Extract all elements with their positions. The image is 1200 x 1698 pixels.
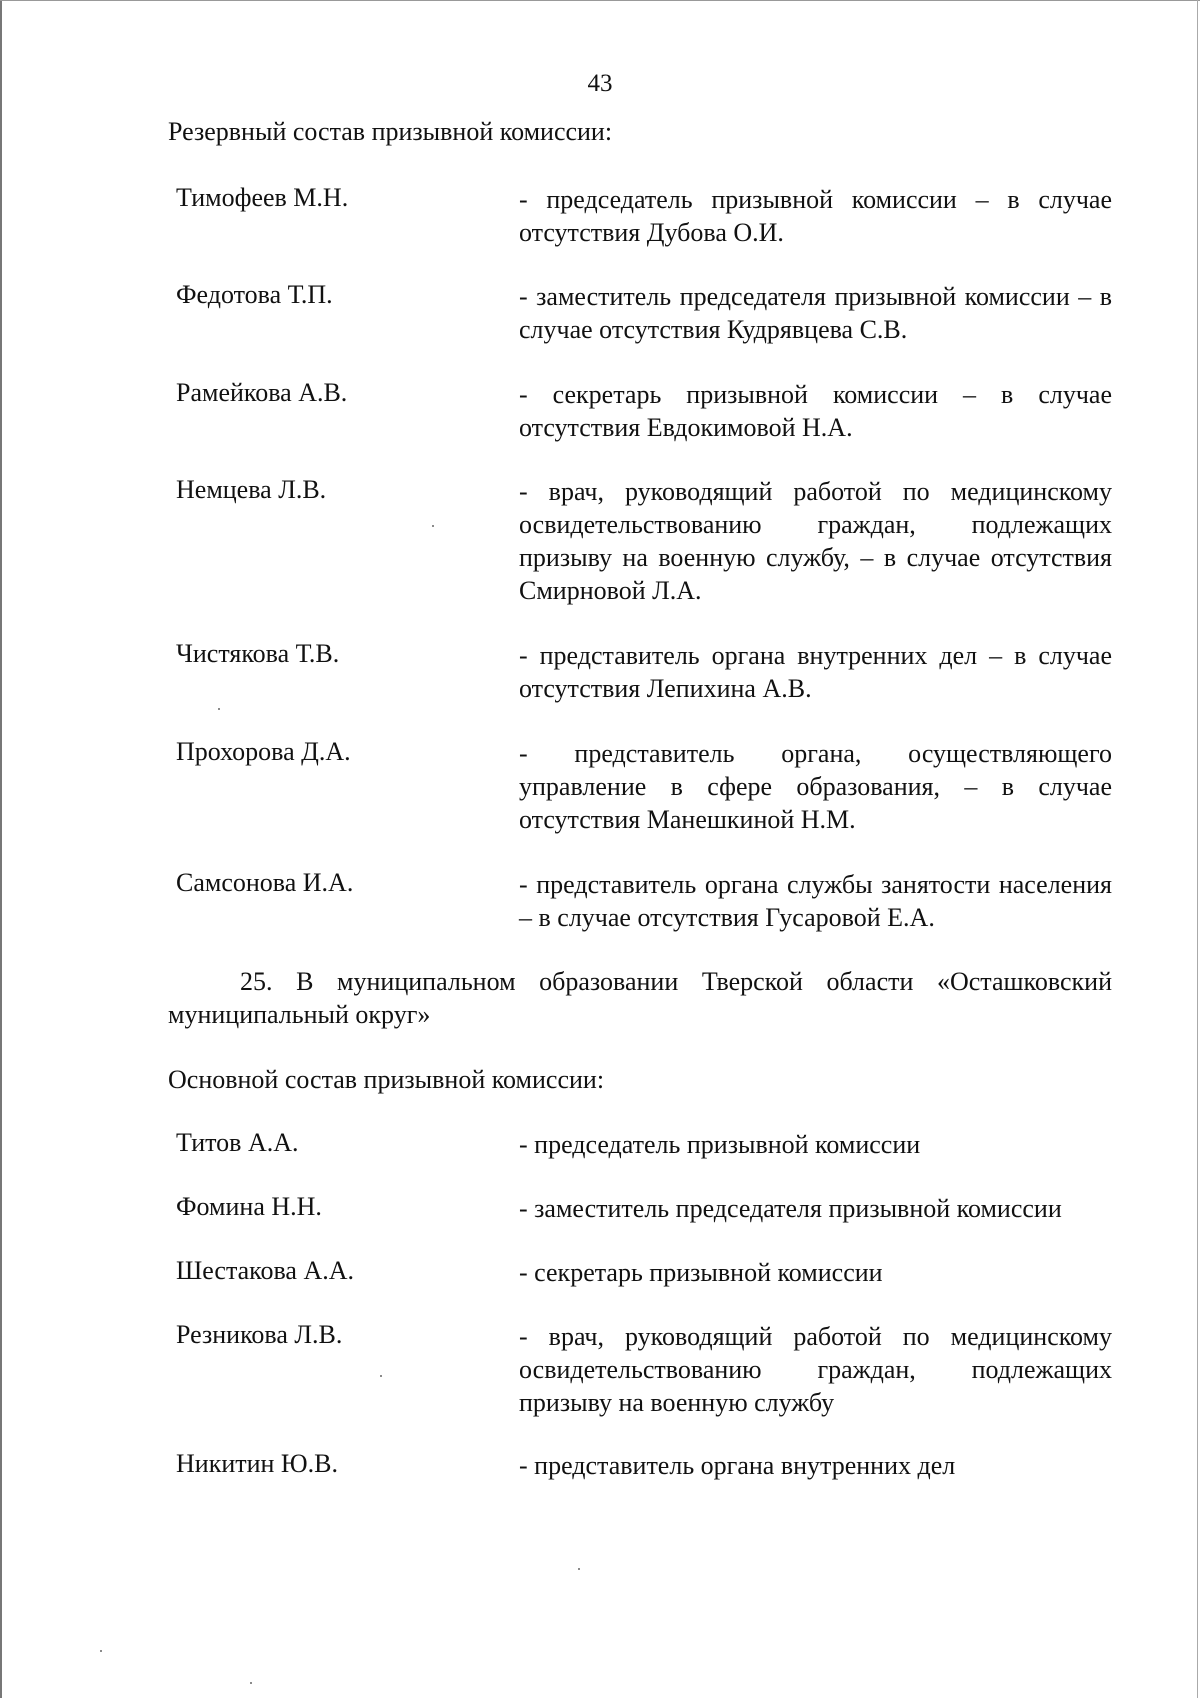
page-number: 43: [587, 70, 613, 97]
member-name: Титов А.А.: [176, 1128, 299, 1157]
member-name: Никитин Ю.В.: [176, 1449, 338, 1478]
member-name: Тимофеев М.Н.: [176, 183, 349, 212]
member-role: - врач, руководящий работой по медицинскому освидетельствованию граждан, подлежащих призыву на военную службу, – в случае отсутствия Смирновой Л.А.: [519, 477, 1112, 605]
scan-edge-left: [0, 0, 2, 1698]
member-name: Прохорова Д.А.: [176, 737, 351, 766]
reserve-section-heading: Резервный состав призывной комиссии:: [168, 117, 613, 146]
member-role: - представитель органа службы занятости населения – в случае отсутствия Гусаровой Е.А.: [519, 870, 1112, 932]
scan-edge-top: [0, 0, 1200, 1]
member-role: - заместитель председателя призывной комиссии: [519, 1194, 1062, 1223]
scan-speck: [578, 1568, 580, 1570]
member-name: Самсонова И.А.: [176, 868, 354, 897]
item-25-paragraph: 25. В муниципальном образовании Тверской области «Осташковский муниципальный округ»: [168, 967, 1112, 1029]
member-role: - представитель органа, осуществляющего управление в сфере образования, – в случае отсутствия Манешкиной Н.М.: [519, 739, 1112, 834]
member-role: - председатель призывной комиссии – в случае отсутствия Дубова О.И.: [519, 185, 1112, 247]
member-role: - врач, руководящий работой по медицинскому освидетельствованию граждан, подлежащих призыву на военную службу: [519, 1322, 1112, 1417]
member-role: - секретарь призывной комиссии: [519, 1258, 883, 1287]
member-name: Шестакова А.А.: [176, 1256, 355, 1285]
member-role: - секретарь призывной комиссии – в случае отсутствия Евдокимовой Н.А.: [519, 380, 1112, 442]
member-name: Федотова Т.П.: [176, 280, 333, 309]
member-role: - заместитель председателя призывной комиссии – в случае отсутствия Кудрявцева С.В.: [519, 282, 1112, 344]
scan-speck: [250, 1682, 252, 1684]
member-role: - представитель органа внутренних дел – в случае отсутствия Лепихина А.В.: [519, 641, 1112, 703]
scan-speck: [218, 708, 220, 710]
scan-speck: [432, 525, 434, 527]
member-role: - представитель органа внутренних дел: [519, 1451, 956, 1480]
member-name: Рамейкова А.В.: [176, 378, 348, 407]
scan-edge-right: [1197, 0, 1198, 1698]
member-name: Чистякова Т.В.: [176, 639, 340, 668]
member-name: Фомина Н.Н.: [176, 1192, 322, 1221]
scan-speck: [380, 1375, 382, 1377]
member-name: Немцева Л.В.: [176, 475, 327, 504]
scan-speck: [100, 1650, 102, 1652]
main-section-heading: Основной состав призывной комиссии:: [168, 1065, 605, 1094]
member-name: Резникова Л.В.: [176, 1320, 343, 1349]
member-role: - председатель призывной комиссии: [519, 1130, 921, 1159]
